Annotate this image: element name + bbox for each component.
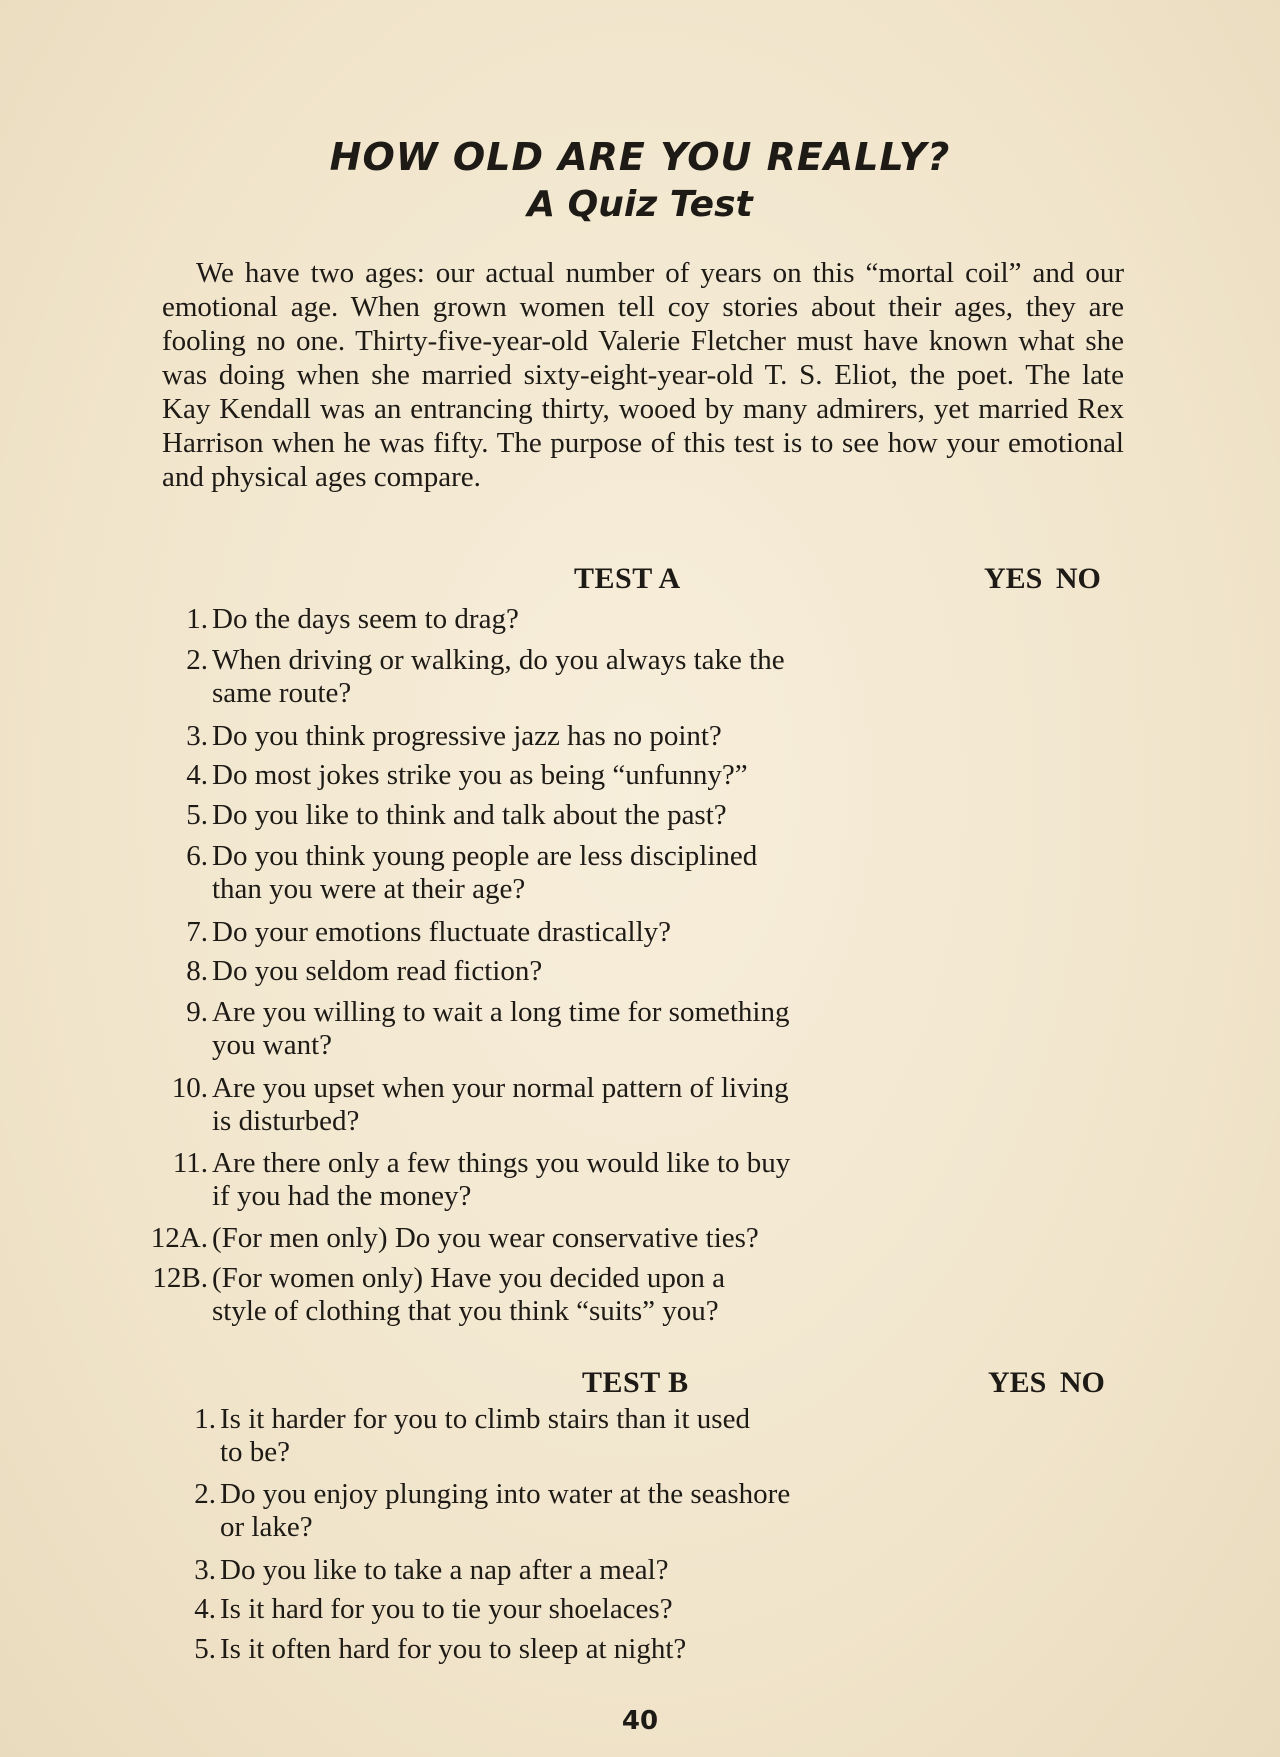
question-number: 2.: [194, 1478, 216, 1510]
test-a-heading: TEST A: [574, 562, 681, 595]
question-item: [150, 1478, 984, 1544]
question-item: [148, 916, 980, 949]
question-text-continued: to be?: [220, 1436, 291, 1468]
question-number: 7.: [186, 916, 208, 948]
intro-paragraph: We have two ages: our actual number of years on this “mortal coil” and our emotional age. When grown women tell coy stories about their ages, they are fooling no one. Thirty-five-year-old Valerie Fletcher must have known what she was doing when she married sixty-eight-year-old T. S. Eliot, the poet. The late Kay Kendall was an entrancing thirty, wooed by many admirers, yet married Rex Harrison when he was fifty. The purpose of this test is to see how your emotional and physical ages compare.: [162, 257, 1124, 493]
question-text-continued: is disturbed?: [212, 1105, 360, 1137]
question-item: [148, 1072, 980, 1138]
test-a-yes-no-header: YES NO: [984, 562, 1101, 595]
question-item: [148, 996, 980, 1062]
question-number: 2.: [186, 644, 208, 676]
question-item: [148, 759, 980, 792]
question-text: Are you upset when your normal pattern of living: [212, 1072, 789, 1104]
question-number: 3.: [186, 720, 208, 752]
question-item: [148, 720, 980, 753]
question-number: 1.: [186, 603, 208, 635]
question-text-continued: same route?: [212, 677, 352, 709]
question-text-continued: or lake?: [220, 1511, 313, 1543]
question-item: [148, 1222, 980, 1255]
question-text: Do you think progressive jazz has no point?: [212, 720, 722, 752]
question-text: Do you enjoy plunging into water at the seashore: [220, 1478, 791, 1510]
question-text: Is it often hard for you to sleep at night?: [220, 1633, 687, 1665]
question-number: 1.: [194, 1403, 216, 1435]
question-item: [148, 1147, 980, 1213]
question-text: Is it hard for you to tie your shoelaces?: [220, 1593, 673, 1625]
question-text: Do you think young people are less disciplined: [212, 840, 758, 872]
question-text-continued: style of clothing that you think “suits” you?: [212, 1295, 719, 1327]
question-item: [150, 1633, 984, 1666]
question-text: Do you like to take a nap after a meal?: [220, 1554, 669, 1586]
question-item: [148, 644, 980, 710]
question-item: [148, 603, 980, 636]
question-number: 9.: [186, 996, 208, 1028]
question-item: [148, 1262, 980, 1328]
page-subtitle: A Quiz Test: [527, 184, 753, 225]
question-number: 8.: [186, 955, 208, 987]
question-text: Do you like to think and talk about the past?: [212, 799, 727, 831]
question-item: [150, 1403, 984, 1469]
question-text: Are there only a few things you would like to buy: [212, 1147, 791, 1179]
question-text: Do your emotions fluctuate drastically?: [212, 916, 672, 948]
question-item: [148, 840, 980, 906]
question-number: 4.: [194, 1593, 216, 1625]
question-text: Do the days seem to drag?: [212, 603, 519, 635]
question-text-continued: you want?: [212, 1029, 332, 1061]
question-item: [150, 1593, 984, 1626]
question-number: 12B.: [152, 1262, 208, 1294]
question-text: Are you willing to wait a long time for something: [212, 996, 790, 1028]
question-text: (For women only) Have you decided upon a: [212, 1262, 726, 1294]
question-number: 5.: [186, 799, 208, 831]
question-text: Do most jokes strike you as being “unfunny?”: [212, 759, 748, 791]
question-item: [148, 955, 980, 988]
question-text: Is it harder for you to climb stairs than it used: [220, 1403, 750, 1435]
question-number: 5.: [194, 1633, 216, 1665]
test-b-yes-no-header: YES NO: [988, 1366, 1105, 1399]
page-title: HOW OLD ARE YOU REALLY?: [329, 135, 951, 179]
question-number: 10.: [171, 1072, 208, 1104]
question-text-continued: than you were at their age?: [212, 873, 526, 905]
question-text-continued: if you had the money?: [212, 1180, 472, 1212]
question-number: 12A.: [150, 1222, 208, 1254]
test-b-heading: TEST B: [582, 1366, 689, 1399]
question-number: 4.: [186, 759, 208, 791]
question-text: (For men only) Do you wear conservative ties?: [212, 1222, 759, 1254]
question-text: Do you seldom read fiction?: [212, 955, 543, 987]
question-item: [150, 1554, 984, 1587]
question-item: [148, 799, 980, 832]
question-text: When driving or walking, do you always take the: [212, 644, 785, 676]
page-number: 40: [621, 1706, 659, 1736]
question-number: 3.: [194, 1554, 216, 1586]
question-number: 11.: [172, 1147, 208, 1179]
question-number: 6.: [186, 840, 208, 872]
